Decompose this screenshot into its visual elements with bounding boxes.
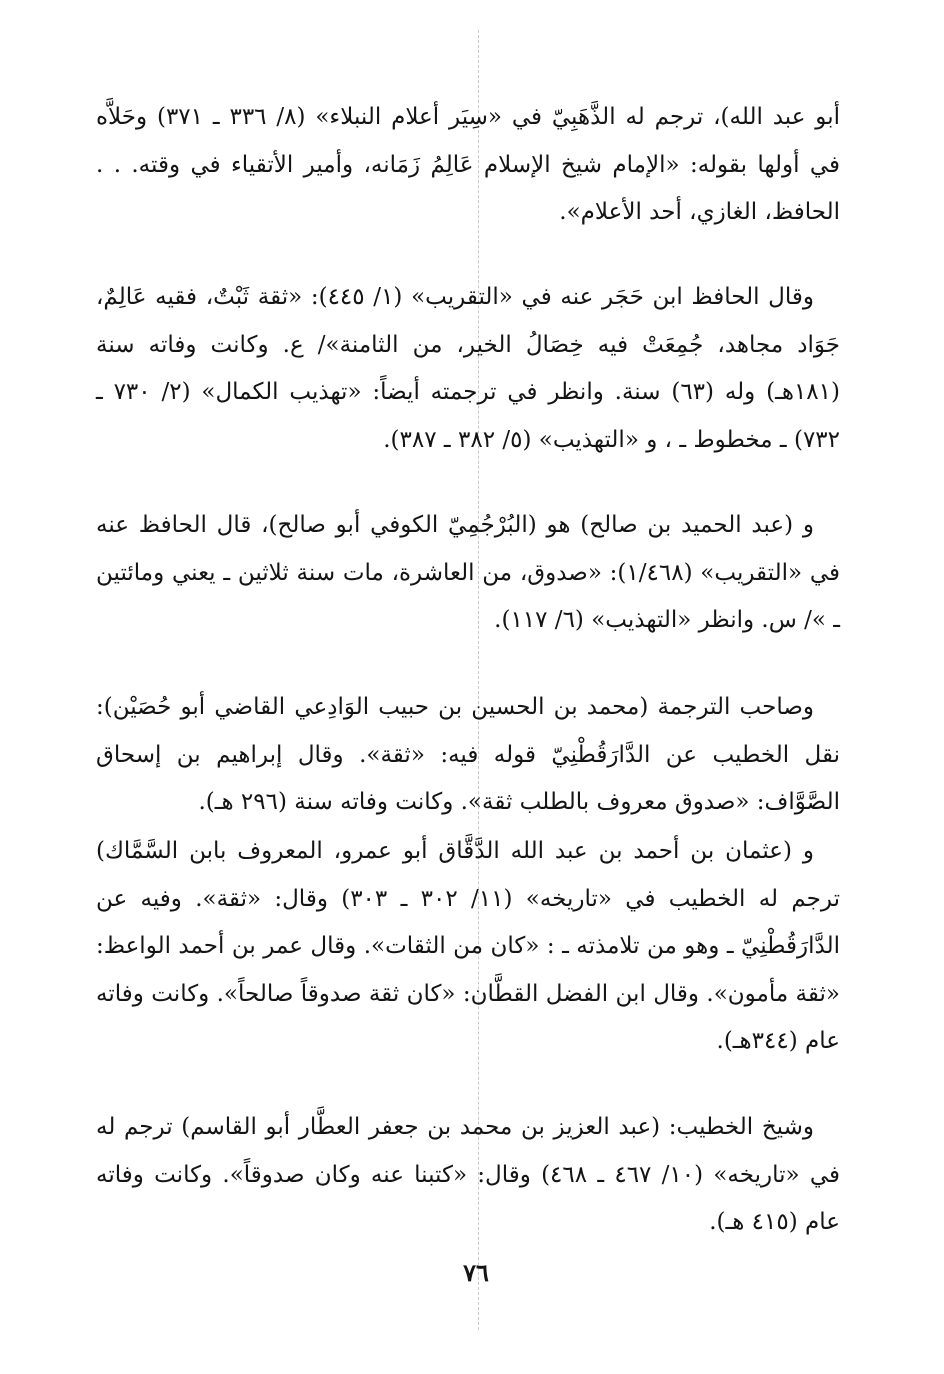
page-number: ٧٦ [463,1258,489,1287]
paragraph-ibn-mubarak-biography: أبو عبد الله)، ترجم له الذَّهَبِيّ في «سِيَر أعلام النبلاء» (٨/ ٣٣٦ ـ ٣٧١) وحَلاَّه في أولها بقوله: «الإمام شيخ الإسلام عَالِمُ زَمَانه، وأمير الأتقياء في وقته. . . الحافظ، الغازي، أحد الأعلام». [96,104,840,225]
paragraph-abu-husayn-wadii: وصاحب الترجمة (محمد بن الحسين بن حبيب الوَادِعي القاضي أبو حُصَيْن): نقل الخطيب عن الدَّارَقُطْنِيّ قوله فيه: «ثقة». وقال إبراهيم بن إسحاق الصَّوَّاف: «صدوق معروف بالطلب ثقة». وكانت وفاته سنة (٢٩٦ هـ). [96,694,840,815]
paragraph-ibn-al-sammak: و (عثمان بن أحمد بن عبد الله الدَّقَّاق أبو عمرو، المعروف بابن السَّمَّاك) ترجم له الخطيب في «تاريخه» (١١/ ٣٠٢ ـ ٣٠٣) وقال: «ثقة». وفيه عن الدَّارَقُطْنِيّ ـ وهو من تلامذته ـ : «كان من الثقات». وقال عمر بن أحمد الواعظ: «ثقة مأمون». وقال ابن الفضل القطَّان: «كان ثقة صدوقاً صالحاً». وكانت وفاته عام (٣٤٤هـ). [96,838,840,1054]
paragraph-shaykh-al-khatib: وشيخ الخطيب: (عبد العزيز بن محمد بن جعفر العطَّار أبو القاسم) ترجم له في «تاريخه» (١٠/ ٤٦٧ ـ ٤٦٨) وقال: «كتبنا عنه وكان صدوقاً». وكانت وفاته عام (٤١٥ هـ). [96,1114,840,1235]
paragraph-abd-al-hamid-bin-salih: و (عبد الحميد بن صالح) هو (البُرْجُمِيّ الكوفي أبو صالح)، قال الحافظ عنه في «التقريب» (١/٤٦٨): «صدوق، من العاشرة، مات سنة ثلاثين ـ يعني ومائتين ـ »/ س. وانظر «التهذيب» (٦/ ١١٧). [96,512,840,633]
paragraph-ibn-hajar-taqrib: وقال الحافظ ابن حَجَر عنه في «التقريب» (١/ ٤٤٥): «ثقة ثَبْتٌ، فقيه عَالِمٌ، جَوَاد مجاهد، جُمِعَتْ فيه خِصَالُ الخير، من الثامنة»/ ع. وكانت وفاته سنة (١٨١هـ) وله (٦٣) سنة. وانظر في ترجمته أيضاً: «تهذيب الكمال» (٢/ ٧٣٠ ـ ٧٣٢) ـ مخطوط ـ ، و «التهذيب» (٥/ ٣٨٢ ـ ٣٨٧). [96,284,840,453]
